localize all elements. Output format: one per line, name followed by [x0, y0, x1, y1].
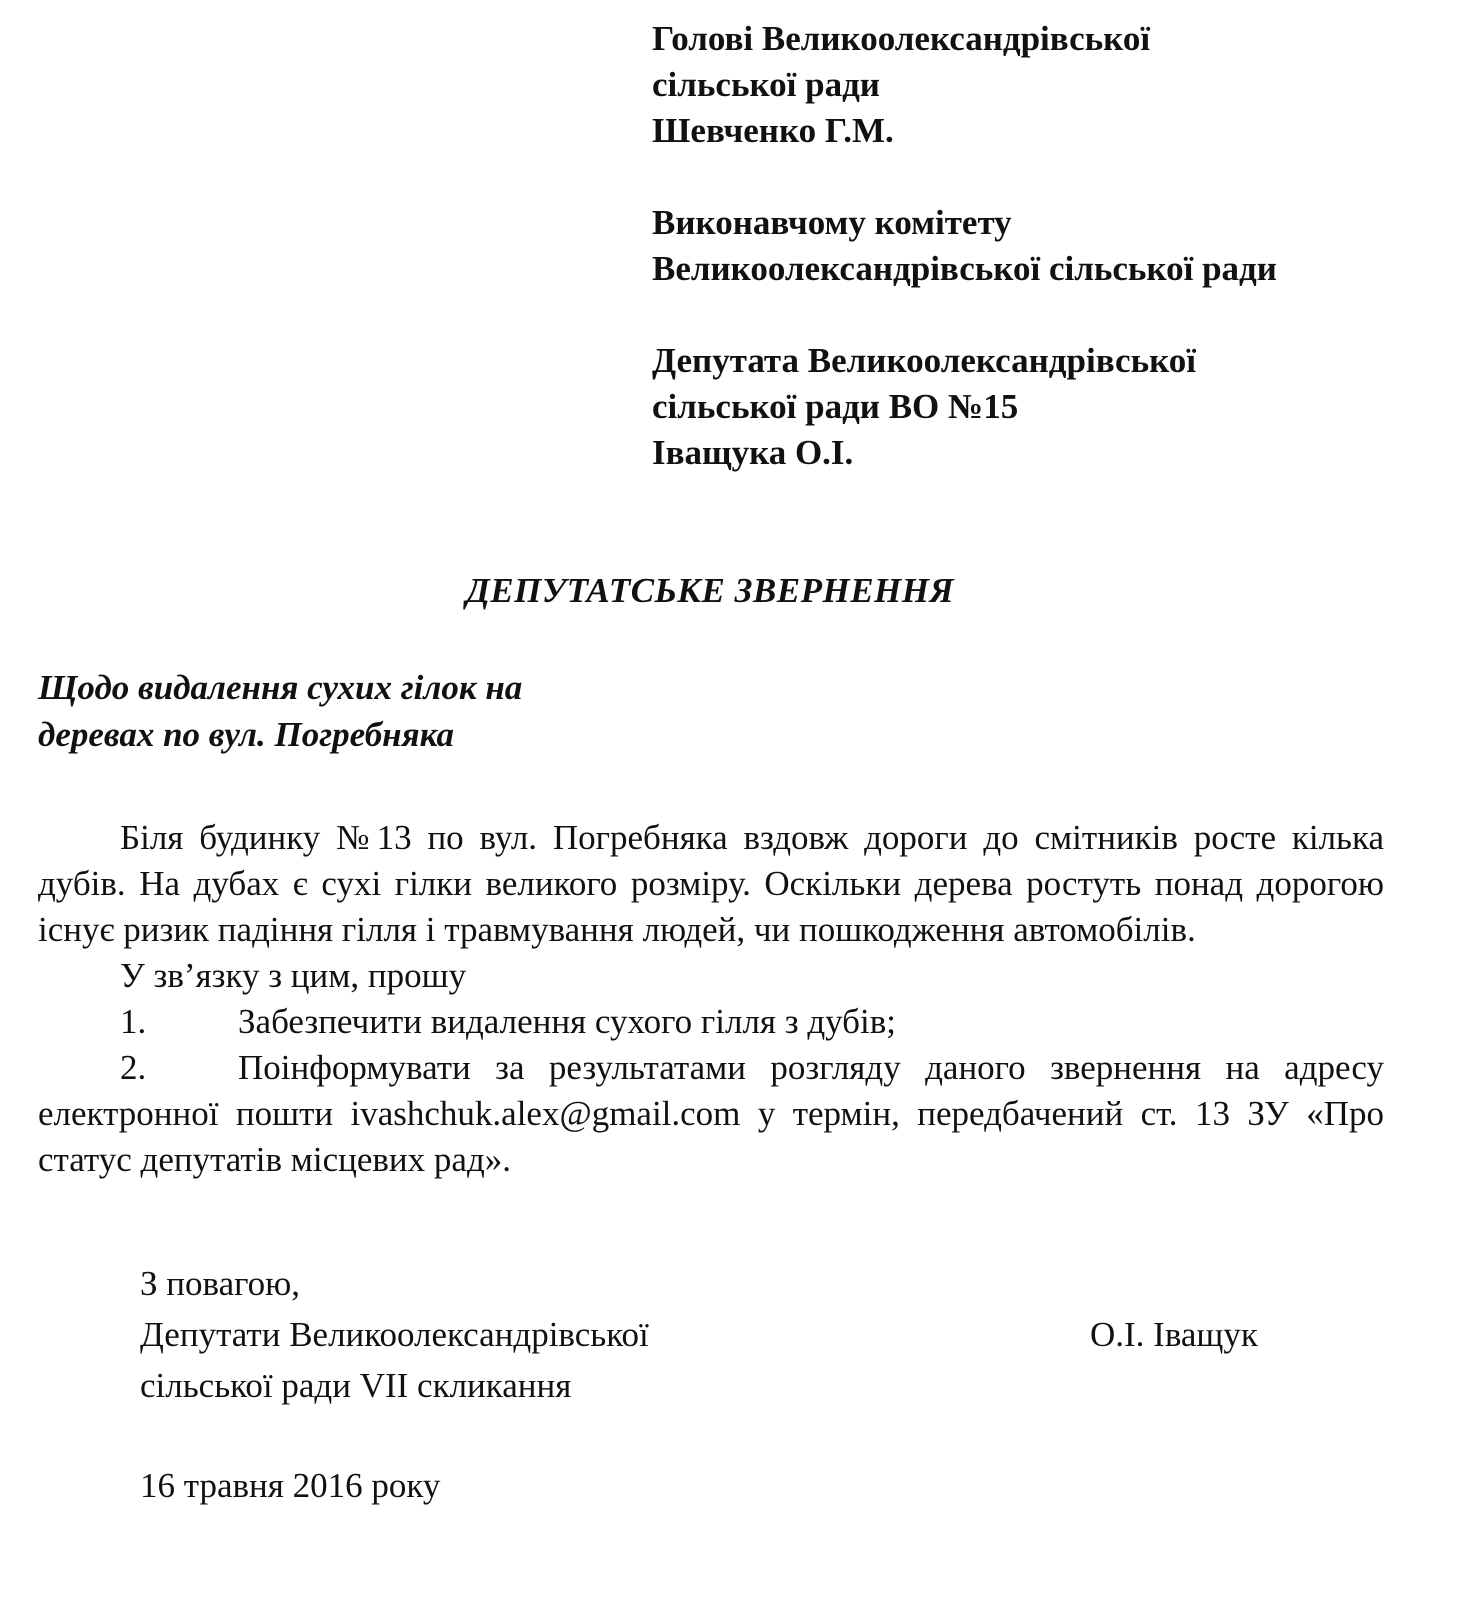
closing-role-line: Депутати Великоолександрівської — [140, 1315, 649, 1354]
signatory-name: О.І. Іващук — [1090, 1315, 1258, 1354]
subject-line: деревах по вул. Погребняка — [38, 715, 455, 754]
request-item — [38, 999, 1384, 1045]
sender-line: Депутата Великоолександрівської — [652, 341, 1197, 380]
request-item — [38, 1045, 1384, 1183]
request-text: Забезпечити видалення сухого гілля з дубів; — [238, 1002, 896, 1041]
closing-role-line: сільської ради VII скликання — [140, 1366, 572, 1405]
closing-greeting: З повагою, — [140, 1264, 300, 1303]
request-number: 1. — [120, 1002, 147, 1041]
sender-deputy — [652, 338, 1452, 476]
request-number: 2. — [120, 1048, 147, 1087]
addressee-head — [652, 16, 1452, 154]
body-paragraph: Біля будинку №13 по вул. Погребняка вздовж дороги до смітників росте кілька дубів. На дубах є сухі гілки великого розміру. Оскільки дерева ростуть понад дорогою існує ризик падіння гілля і травмування людей, чи пошкодження автомобілів. — [38, 818, 1384, 949]
addressee-line: Шевченко Г.М. — [652, 111, 894, 150]
sender-line: сільської ради ВО №15 — [652, 387, 1019, 426]
request-intro: У зв’язку з цим, прошу — [120, 956, 467, 995]
addressee-line: Голові Великоолександрівської — [652, 19, 1151, 58]
addressee-line: сільської ради — [652, 65, 880, 104]
document-title: ДЕПУТАТСЬКЕ ЗВЕРНЕННЯ — [465, 571, 955, 610]
addressee-line: Виконавчому комітету — [652, 203, 1012, 242]
request-text: Поінформувати за результатами розгляду даного звернення на адресу електронної пошти ivashchuk.alex@gmail.com у термін, передбачений ст. 13 ЗУ «Про статус депутатів місцевих рад». — [38, 1048, 1384, 1179]
addressee-line: Великоолександрівської сільської ради — [652, 249, 1277, 288]
subject-line: Щодо видалення сухих гілок на — [38, 668, 523, 707]
document-date: 16 травня 2016 року — [140, 1466, 441, 1505]
addressee-executive-committee — [652, 200, 1452, 292]
sender-line: Іващука О.І. — [652, 433, 854, 472]
document-body — [38, 815, 1384, 1183]
document-subject — [38, 664, 938, 758]
